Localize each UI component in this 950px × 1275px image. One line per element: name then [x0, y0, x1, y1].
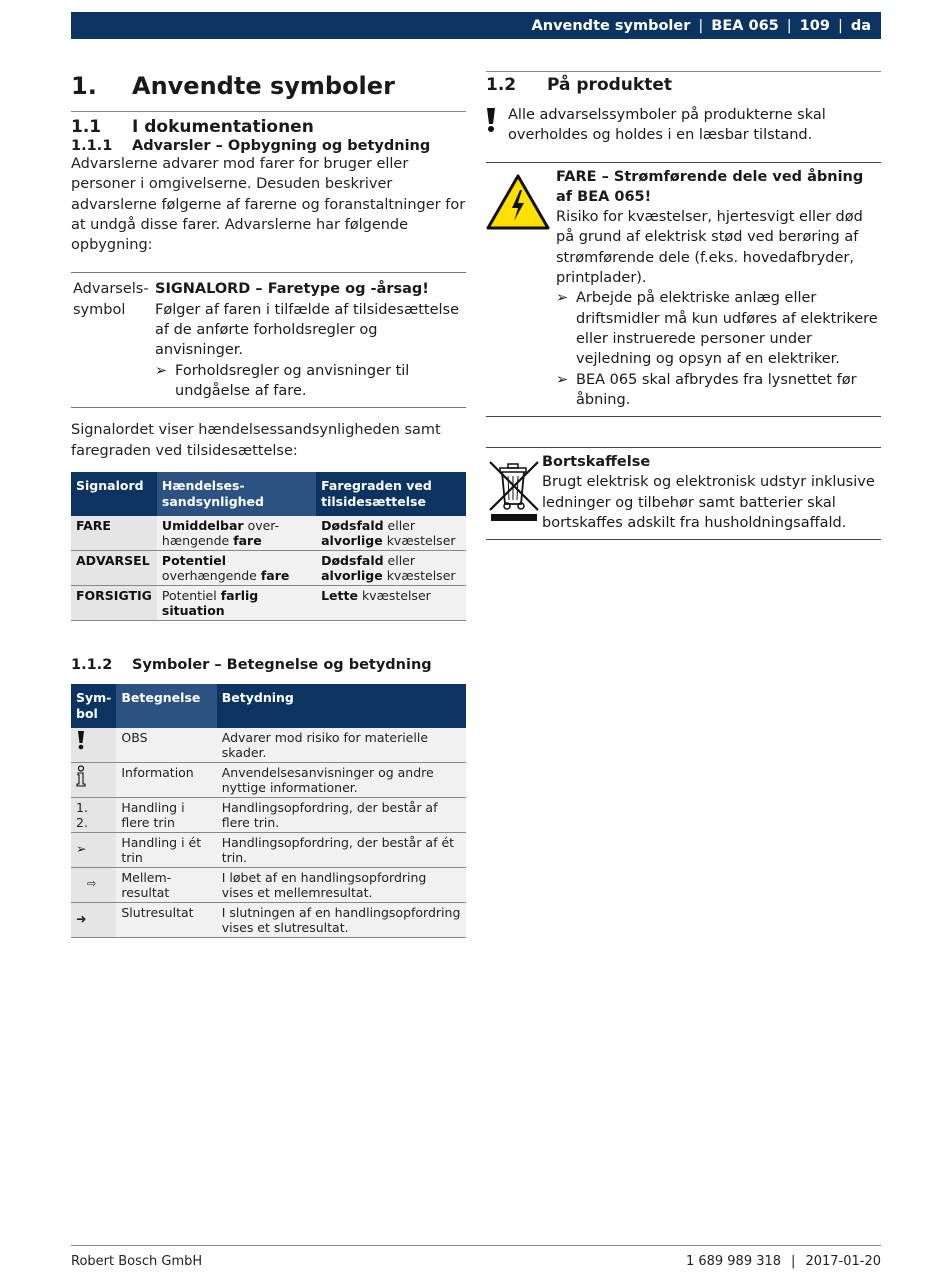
symbol-name: OBS	[116, 728, 216, 763]
warning-symbol-label: Advarsels-symbol	[73, 281, 149, 318]
symbol-meaning: I slutningen af en handlingsopfordring vises et slutresultat.	[217, 902, 466, 937]
chapter-title-text: Anvendte symboler	[132, 72, 395, 100]
table-header-row	[71, 472, 466, 516]
symbol-name: Information	[116, 762, 216, 797]
table-header: Signalord	[71, 472, 157, 516]
symbol-cell	[71, 762, 116, 797]
table-row	[71, 585, 466, 620]
symbol-meaning: I løbet af en handlingsopfordring vises et mellemresultat.	[217, 867, 466, 902]
symbol-meaning: Advarer mod risiko for materielle skader.	[217, 728, 466, 763]
danger-bullet	[556, 288, 881, 369]
subsection-title: Advarsler – Opbygning og betydning	[132, 138, 431, 154]
signal-paragraph: Signalordet viser hændelsessandsynligheden samt faregraden ved tilsidesættelse:	[71, 422, 441, 459]
header-separator: |	[837, 17, 843, 34]
severity-cell: Dødsfald eller alvorlige kvæstelser	[316, 550, 466, 585]
symbol-name: Handling i flere trin	[116, 797, 216, 832]
chapter-number: 1.	[71, 72, 97, 100]
subsection-heading	[71, 657, 466, 673]
header-section: Anvendte symboler	[531, 17, 691, 34]
outline-arrow-icon: ⇨	[71, 867, 116, 902]
probability-cell: Umiddelbar over-hængende fare	[157, 516, 316, 551]
section-heading	[486, 75, 881, 95]
header-separator: |	[698, 17, 704, 34]
left-column	[71, 66, 466, 938]
product-note	[486, 105, 881, 146]
table-row	[71, 728, 466, 763]
header-lang: da	[850, 17, 871, 34]
footer-company: Robert Bosch GmbH	[71, 1254, 203, 1269]
section-number: 1.1	[71, 117, 102, 137]
danger-text: Risiko for kvæstelser, hjertesvigt eller død på grund af elektrisk stød ved berøring af strømførende dele (f.eks. hovedafbryder, printplader).	[556, 209, 863, 287]
section-heading	[71, 117, 466, 137]
probability-cell: Potentiel overhængende fare	[157, 550, 316, 585]
subsection-number: 1.1.2	[71, 656, 113, 673]
table-header: Betegnelse	[116, 684, 216, 728]
intro-paragraph: Advarslerne advarer mod farer for bruger eller personer i omgivelserne. Desuden beskriver advarslerne følgerne af farerne og foranstaltninger for at undgå disse farer. Advarslerne har følgende opbygning:	[71, 156, 466, 254]
symbol-name: Slutresultat	[116, 902, 216, 937]
arrowhead-icon: ➢	[556, 290, 569, 307]
subsection-heading	[71, 138, 466, 154]
danger-bullet-text: BEA 065 skal afbrydes fra lysnettet før åbning.	[576, 371, 857, 408]
divider	[486, 71, 881, 72]
arrowhead-icon: ➢	[71, 832, 116, 867]
severity-cell: Dødsfald eller alvorlige kvæstelser	[316, 516, 466, 551]
header-product: BEA 065	[711, 17, 779, 34]
symbol-meaning: Handlingsopfordring, der består af flere trin.	[217, 797, 466, 832]
exclamation-icon	[486, 105, 508, 146]
exclamation-icon	[77, 730, 85, 750]
info-icon	[75, 765, 87, 787]
table-row	[71, 516, 466, 551]
footer-docnum: 1 689 989 318	[685, 1254, 782, 1269]
table-header-row	[71, 684, 466, 728]
disposal-text: Brugt elektrisk og elektronisk udstyr inklusive ledninger og tilbehør samt batterier skal bortskaffes adskilt fra husholdningsaffald.	[542, 474, 875, 532]
disposal-heading: Bortskaffelse	[542, 454, 651, 471]
table-row	[71, 797, 466, 832]
symbol-meaning: Handlingsopfordring, der består af ét trin.	[217, 832, 466, 867]
footer-info	[686, 1254, 881, 1269]
symbol-name: Mellem-resultat	[116, 867, 216, 902]
symbol-meaning: Anvendelsesanvisninger og andre nyttige informationer.	[217, 762, 466, 797]
warning-bullet-text: Forholdsregler og anvisninger til undgåelse af fare.	[175, 362, 410, 399]
danger-box	[486, 162, 881, 418]
table-row	[71, 867, 466, 902]
section-title: I dokumentationen	[132, 117, 314, 137]
footer-divider	[71, 1245, 881, 1246]
symbol-name: Handling i ét trin	[116, 832, 216, 867]
header-page: 109	[799, 17, 830, 34]
table-row	[71, 902, 466, 937]
arrowhead-icon: ➢	[556, 371, 569, 388]
section-title: På produktet	[547, 75, 672, 95]
table-row	[71, 832, 466, 867]
header-bar	[71, 12, 881, 39]
footer-date: 2017-01-20	[805, 1254, 881, 1269]
arrowhead-icon: ➢	[155, 362, 168, 379]
divider	[71, 111, 466, 112]
footer-separator: |	[791, 1254, 796, 1269]
danger-heading: FARE – Strømførende dele ved åbning af BEA 065!	[556, 168, 864, 205]
table-header: Faregraden ved tilsidesættelse	[316, 472, 466, 516]
solid-arrow-icon: ➜	[71, 902, 116, 937]
danger-bullet	[556, 370, 881, 411]
section-number: 1.2	[486, 75, 517, 95]
table-row	[71, 550, 466, 585]
warning-heading: SIGNALORD – Faretype og -årsag!	[155, 281, 429, 298]
danger-bullet-text: Arbejde på elektriske anlæg eller driftsmidler må kun udføres af elektrikere eller instruerede personer under vejledning og opsyn af en elektriker.	[576, 290, 878, 368]
symbol-cell	[71, 728, 116, 763]
chapter-title	[71, 66, 466, 106]
subsection-number: 1.1.1	[71, 138, 113, 154]
table-header: Hændelses-sandsynlighed	[157, 472, 316, 516]
signal-word: FORSIGTIG	[76, 587, 152, 603]
warning-consequence: Følger af faren i tilfælde af tilsidesættelse af de anførte forholdsregler og anvisninger.	[155, 301, 460, 359]
warning-bullet	[155, 361, 466, 402]
table-header: Betydning	[217, 684, 466, 728]
signal-table	[71, 472, 466, 621]
table-header: Sym-bol	[71, 684, 116, 728]
weee-bin-icon	[486, 452, 542, 533]
table-row	[71, 762, 466, 797]
symbol-table	[71, 684, 466, 938]
product-note-text: Alle advarselssymboler på produkterne skal overholdes og holdes i en læsbar tilstand.	[508, 107, 826, 144]
signal-word: FARE	[76, 517, 111, 533]
warning-structure-box	[71, 272, 466, 408]
numbered-steps-icon: 1. 2.	[71, 797, 116, 832]
severity-cell: Lette kvæstelser	[316, 585, 466, 620]
signal-word: ADVARSEL	[76, 552, 150, 568]
header-separator: |	[786, 17, 792, 34]
disposal-box	[486, 447, 881, 540]
right-column	[486, 66, 881, 540]
subsection-title: Symboler – Betegnelse og betydning	[132, 656, 432, 673]
electric-hazard-icon	[486, 167, 556, 411]
probability-cell: Potentiel farlig situation	[157, 585, 316, 620]
